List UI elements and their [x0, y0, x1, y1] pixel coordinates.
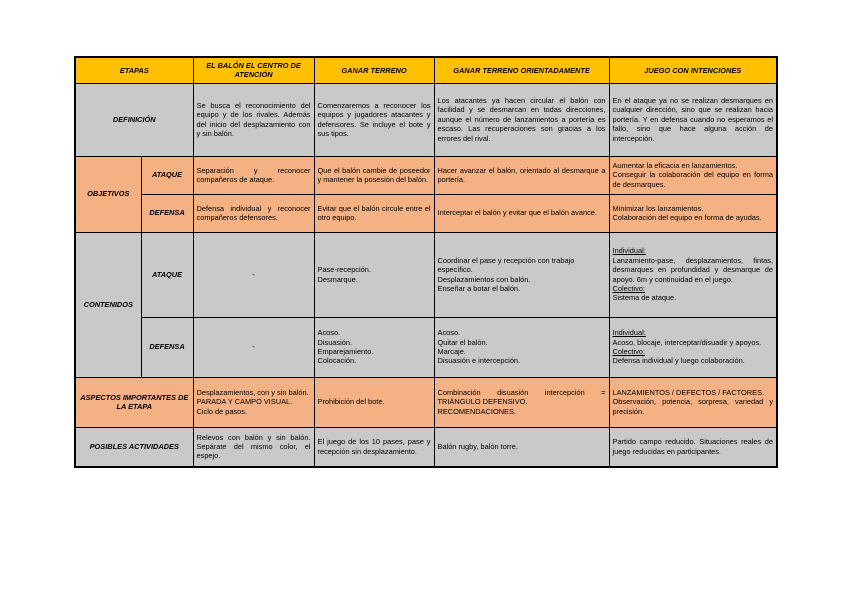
contenidos-defensa-individual-heading: Individual: — [612, 328, 646, 338]
aspectos-cell-4 — [609, 377, 777, 427]
aspectos-cell-3-line-1: Combinación disuasión intercepción = TRIÁNGULO DEFENSIVO. — [437, 387, 606, 407]
contenidos-defensa-cell-2-line-1: Acoso. — [317, 328, 341, 338]
contenidos-label: CONTENIDOS — [75, 232, 141, 377]
actividades-cell-4: Partido campo reducido. Situaciones reales de juego reducidas en participantes. — [609, 427, 777, 467]
definicion-cell-3: Los atacantes ya hacen circular el balón con facilidad y se desmarcan en todas direcciones, aunque el número de lanzamientos a portería es escaso. Las recuperaciones son gracias a los errores del rival. — [434, 83, 609, 156]
header-col-juego-intenciones: JUEGO CON INTENCIONES — [609, 57, 777, 83]
contenidos-defensa-cell-2-line-4: Colocación. — [317, 356, 357, 366]
objetivos-ataque-cell-1: Separación y reconocer compañeros de ataque. — [193, 156, 314, 194]
actividades-cell-3: Balón rugby, balón torre. — [434, 427, 609, 467]
actividades-label: POSIBLES ACTIVIDADES — [75, 427, 193, 467]
header-col-ganar-terreno: GANAR TERRENO — [314, 57, 434, 83]
actividades-cell-1: Relevos con balón y sin balón. Sepárate del mismo color, el espejo. — [193, 427, 314, 467]
contenidos-ataque-row — [75, 232, 777, 317]
objetivos-ataque-row — [75, 156, 777, 194]
definicion-cell-2: Comenzaremos a reconocer los equipos y jugadores atacantes y defensores. Se incluye el bote y sus tipos. — [314, 83, 434, 156]
contenidos-ataque-colectivo-heading: Colectivo: — [612, 283, 645, 293]
contenidos-defensa-cell-3-line-4: Disuasión e intercepción. — [437, 356, 521, 366]
contenidos-ataque-individual-text: Lanzamiento-pase, desplazamientos, fintas, desmarques en profundidad y desmarque de apoyo. 6m y continuidad en el juego. — [612, 255, 774, 284]
objetivos-defensa-label: DEFENSA — [141, 194, 193, 232]
aspectos-cell-1-line-2: Ciclo de pasos. — [196, 406, 248, 416]
definicion-label: DEFINICIÓN — [75, 83, 193, 156]
contenidos-defensa-cell-2-line-3: Emparejamiento. — [317, 347, 374, 356]
contenidos-ataque-cell-2-line-1: Pase-recepción. — [317, 265, 371, 275]
contenidos-ataque-label: ATAQUE — [141, 232, 193, 317]
contenidos-defensa-cell-3-line-3: Marcaje. — [437, 347, 466, 356]
header-col-balon-centro: EL BALÓN EL CENTRO DE ATENCIÓN — [193, 57, 314, 83]
stages-table — [74, 56, 778, 468]
objetivos-defensa-cell-2: Evitar que el balón circule entre el otro equipo. — [314, 194, 434, 232]
contenidos-defensa-colectivo-text: Defensa individual y luego colaboración. — [612, 356, 745, 366]
objetivos-defensa-cell-4-line-1: Minimizar los lanzamientos. — [612, 203, 704, 213]
actividades-row — [75, 427, 777, 467]
contenidos-defensa-cell-3-line-1: Acoso. — [437, 328, 461, 338]
contenidos-defensa-row — [75, 317, 777, 377]
aspectos-cell-3-line-2: RECOMENDACIONES. — [437, 406, 516, 416]
contenidos-defensa-label: DEFENSA — [141, 317, 193, 377]
aspectos-cell-2: Prohibición del bote. — [314, 377, 434, 427]
contenidos-ataque-cell-4 — [609, 232, 777, 317]
header-col-ganar-terreno-orientadamente: GANAR TERRENO ORIENTADAMENTE — [434, 57, 609, 83]
actividades-cell-2: El juego de los 10 pases, pase y recepción sin desplazamiento. — [314, 427, 434, 467]
header-etapas: ETAPAS — [75, 57, 193, 83]
objetivos-defensa-cell-3: Interceptar el balón y evitar que el balón avance. — [434, 194, 609, 232]
header-row — [75, 57, 777, 83]
contenidos-ataque-cell-3 — [434, 232, 609, 317]
objetivos-ataque-cell-3: Hacer avanzar el balón, orientado al desmarque a portería. — [434, 156, 609, 194]
contenidos-defensa-cell-3-line-2: Quitar el balón. — [437, 337, 488, 347]
aspectos-cell-3 — [434, 377, 609, 427]
contenidos-defensa-cell-2 — [314, 317, 434, 377]
contenidos-ataque-individual-heading: Individual: — [612, 246, 646, 256]
objetivos-ataque-cell-4-line-2: Conseguir la colaboración del equipo en forma de desmarques. — [612, 170, 774, 189]
definicion-cell-1: Se busca el reconocimiento del equipo y de los rivales. Además del inicio del desplazamiento con y sin balón. — [193, 83, 314, 156]
objetivos-label: OBJETIVOS — [75, 156, 141, 232]
contenidos-defensa-cell-4 — [609, 317, 777, 377]
contenidos-ataque-cell-3-line-1: Coordinar el pase y recepción con trabajo específico. — [437, 255, 575, 275]
objetivos-ataque-cell-2: Que el balón cambie de poseedor y mantener la posesión del balón. — [314, 156, 434, 194]
contenidos-defensa-cell-2-line-2: Disuasión. — [317, 337, 353, 347]
contenidos-ataque-cell-1: - — [193, 232, 314, 317]
contenidos-defensa-colectivo-heading: Colectivo: — [612, 347, 645, 356]
contenidos-ataque-cell-3-line-2: Desplazamientos con balón. — [437, 274, 531, 284]
contenidos-ataque-cell-3-line-3: Enseñar a botar el balón. — [437, 283, 521, 293]
objetivos-ataque-cell-4 — [609, 156, 777, 194]
contenidos-ataque-colectivo-text: Sistema de ataque. — [612, 293, 677, 303]
objetivos-defensa-row — [75, 194, 777, 232]
aspectos-cell-1 — [193, 377, 314, 427]
contenidos-defensa-individual-text: Acoso, blocaje, interceptar/disuadir y apoyos. — [612, 337, 762, 347]
aspectos-cell-1-line-1: Desplazamientos, con y sin balón. PARADA Y CAMPO VISUAL. — [196, 387, 309, 407]
contenidos-defensa-cell-1: - — [193, 317, 314, 377]
aspectos-cell-4-line-2: Observación, potencia, sorpresa, variedad y precisión. — [612, 397, 774, 416]
contenidos-ataque-cell-2 — [314, 232, 434, 317]
definicion-row — [75, 83, 777, 156]
objetivos-ataque-cell-4-line-1: Aumentar la eficacia en lanzamientos. — [612, 160, 738, 170]
aspectos-label: ASPECTOS IMPORTANTES DE LA ETAPA — [75, 377, 193, 427]
objetivos-defensa-cell-4 — [609, 194, 777, 232]
objetivos-ataque-label: ATAQUE — [141, 156, 193, 194]
objetivos-defensa-cell-1: Defensa individual y reconocer compañeros defensores. — [193, 194, 314, 232]
definicion-cell-4: En el ataque ya no se realizan desmarques en cualquier dirección, sino que se realizan hacia portería. Y en defensa cuando no esperamos el fallo, sino que hace alguna acción de intercepción. — [609, 83, 777, 156]
aspectos-row — [75, 377, 777, 427]
contenidos-ataque-cell-2-line-2: Desmarque. — [317, 274, 358, 284]
objetivos-defensa-cell-4-line-2: Colaboración del equipo en forma de ayudas. — [612, 213, 762, 222]
contenidos-defensa-cell-3 — [434, 317, 609, 377]
aspectos-cell-4-line-1: LANZAMIENTOS / DEFECTOS / FACTORES. — [612, 387, 765, 397]
